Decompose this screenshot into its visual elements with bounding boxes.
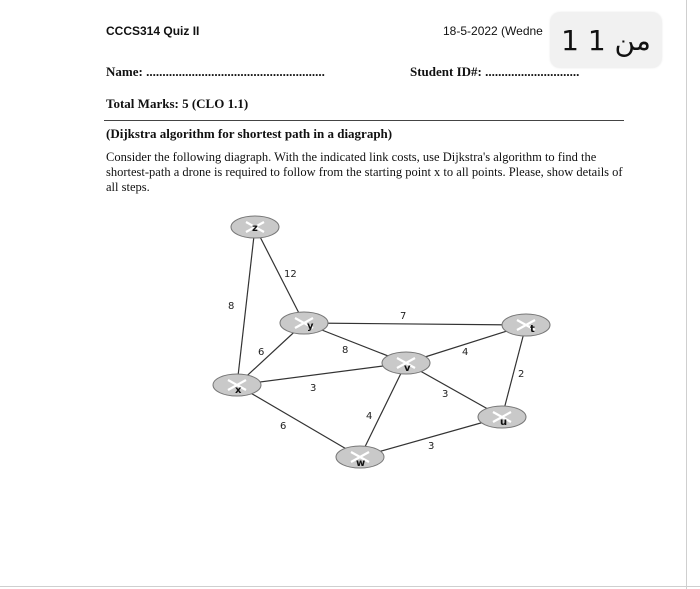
router-node-x: [213, 374, 261, 396]
cost-y-x: 6: [258, 347, 265, 358]
cost-v-t: 4: [462, 347, 469, 358]
section-title: (Dijkstra algorithm for shortest path in a diagraph): [106, 126, 393, 141]
network-graph-diagram: [200, 205, 600, 480]
edge-y-t: [304, 323, 526, 325]
page-indicator-badge: 1 من 1: [550, 12, 662, 68]
name-field-line: Name: .......................................................: [106, 64, 325, 79]
page-edge-bottom: [0, 586, 700, 587]
cost-y-t: 7: [400, 311, 407, 322]
divider: [104, 120, 624, 121]
node-label-v: v: [404, 363, 411, 374]
cost-v-w: 4: [366, 411, 373, 422]
edge-z-x: [237, 227, 255, 385]
node-label-x: x: [235, 385, 242, 396]
course-header: CCCS314 Quiz II: [106, 24, 200, 38]
student-id-field-line: Student ID#: .............................: [410, 64, 580, 79]
edge-x-w: [237, 385, 360, 457]
cost-t-u: 2: [518, 369, 525, 380]
total-marks: Total Marks: 5 (CLO 1.1): [106, 96, 249, 111]
cost-w-u: 3: [428, 441, 435, 452]
page-edge-right: [686, 0, 687, 589]
cost-z-x: 8: [228, 301, 235, 312]
node-label-u: u: [500, 417, 508, 428]
cost-v-u: 3: [442, 389, 449, 400]
cost-z-y: 12: [284, 269, 297, 280]
node-label-z: z: [252, 223, 258, 234]
node-label-w: w: [356, 458, 366, 469]
node-label-y: y: [307, 321, 314, 332]
edge-x-v: [237, 363, 406, 385]
router-node-y: [280, 312, 328, 334]
router-node-z: [231, 216, 279, 238]
cost-y-v: 8: [342, 345, 349, 356]
problem-statement: Consider the following diagraph. With the indicated link costs, use Dijkstra's algorithm to find the shortest-path a drone is required to follow from the starting point x to all points. Please, show details of all steps.: [106, 150, 623, 194]
cost-x-w: 6: [280, 421, 287, 432]
router-node-v: [382, 352, 430, 374]
quiz-date: 18-5-2022 (Wedne: [443, 24, 543, 38]
node-label-t: t: [530, 324, 535, 335]
router-node-u: [478, 406, 526, 428]
router-node-w: [336, 446, 384, 469]
cost-x-v: 3: [310, 383, 317, 394]
graph-nodes: [213, 216, 550, 469]
router-node-t: [502, 314, 550, 336]
edge-v-w: [360, 363, 406, 457]
